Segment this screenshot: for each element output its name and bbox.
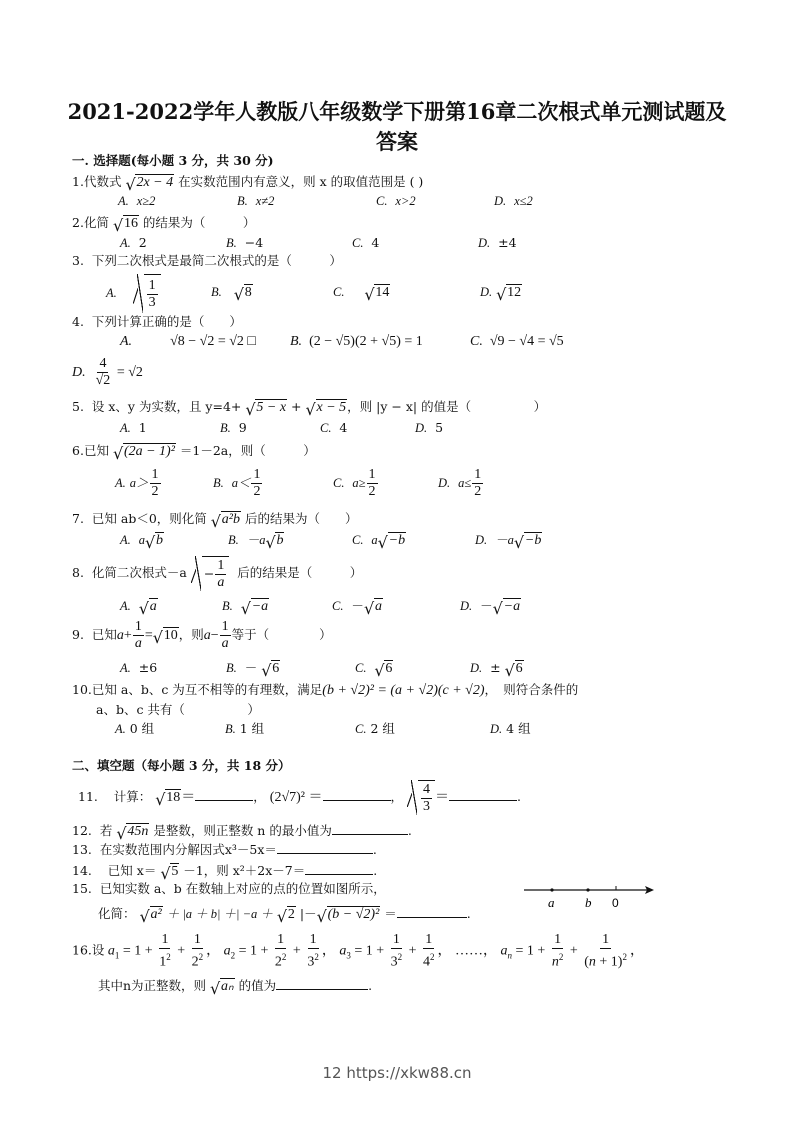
text-fragment: 已知 <box>83 443 109 458</box>
answer-blank[interactable] <box>277 841 373 854</box>
text-fragment: 10. <box>72 682 92 697</box>
q1-option-d <box>494 193 533 209</box>
q9-option-a <box>120 660 157 676</box>
q2-option-c <box>352 235 379 251</box>
question-15 <box>72 881 386 897</box>
text-fragment: 1 <box>138 420 147 435</box>
q6-option-b <box>213 466 263 500</box>
q1-option-c <box>376 193 416 209</box>
text-fragment: (2√7)² ＝ <box>269 790 323 805</box>
page-footer: 12 https://xkw88.cn <box>322 1064 472 1082</box>
answer-blank[interactable] <box>195 788 253 801</box>
text-fragment: C. <box>320 421 332 435</box>
text-fragment: 2 <box>253 484 261 499</box>
text-fragment: 4 <box>371 235 380 250</box>
text-fragment: 已知 a、b、c 为互不相等的有理数，满足 <box>91 682 323 697</box>
q3-option-b <box>211 284 253 301</box>
text-fragment: ±6 <box>138 660 158 675</box>
q5-option-d <box>415 420 443 436</box>
text-fragment: 在实数范围内有意义，则 x 的取值范围是 ( ) <box>178 174 424 189</box>
text-fragment: B. <box>213 476 224 490</box>
text-fragment: √2 <box>95 373 111 389</box>
text-fragment: C. <box>376 194 388 208</box>
text-fragment: a <box>374 599 382 614</box>
text-fragment: x≠2 <box>255 194 275 208</box>
question-7 <box>72 511 357 528</box>
text-fragment: D. <box>415 421 428 435</box>
text-fragment: (b + √2)² = (a + √2)(c + √2) <box>322 683 485 698</box>
text-fragment: −a <box>251 599 269 614</box>
text-fragment: 18 <box>166 790 181 805</box>
text-fragment: 4 <box>339 420 348 435</box>
text-fragment: 2 <box>287 907 295 922</box>
q1-option-b <box>237 193 274 209</box>
text-fragment: 等于（ ） <box>231 627 332 642</box>
q5-option-c <box>320 420 347 436</box>
text-fragment: a <box>134 636 142 651</box>
text-fragment: C. <box>355 661 367 675</box>
text-fragment: 计算： <box>113 789 152 804</box>
text-fragment: (2a − 1)² <box>123 444 175 459</box>
q3-option-a <box>106 274 161 313</box>
text-fragment: x − 5 <box>316 400 347 415</box>
question-10-line2: a、b、c 共有（ ） <box>96 702 260 717</box>
text-fragment: √9 − √4 = √5 <box>489 334 564 349</box>
q8-option-a <box>120 598 158 615</box>
text-fragment: D. <box>438 476 451 490</box>
text-fragment: ＋ |a ＋ b| ＋| −a ＋ <box>166 907 273 921</box>
text-fragment: B. <box>228 533 239 547</box>
text-fragment: + <box>123 628 132 643</box>
question-8: 8. 化简二次根式－a − $\frac{1}{a}$ 后的结果是（ ） <box>72 558 363 590</box>
text-fragment: . <box>373 863 378 878</box>
text-fragment: 1 <box>474 467 482 482</box>
q10-option-a <box>115 721 154 737</box>
text-fragment: aₙ <box>221 979 234 994</box>
q4-option-b <box>290 334 423 350</box>
text-fragment: C. <box>333 476 345 490</box>
text-fragment: ＝ <box>181 790 196 805</box>
text-fragment: ，则 |y − x| 的值是（ ） <box>347 399 547 414</box>
text-fragment: A. <box>106 286 117 300</box>
question-3 <box>72 253 342 269</box>
text-fragment: － <box>351 598 364 613</box>
text-fragment: 5 <box>171 864 179 879</box>
text-fragment: 14. <box>72 863 92 878</box>
text-fragment: B. <box>290 334 303 349</box>
text-fragment: A. <box>120 334 133 349</box>
text-fragment: 已知 x＝ <box>107 863 157 878</box>
text-fragment: 6 <box>272 661 280 676</box>
text-fragment: －a <box>495 533 514 547</box>
question-15-line2 <box>98 905 471 923</box>
text-fragment: A. <box>115 722 126 736</box>
text-fragment: ＝ <box>384 906 397 921</box>
text-fragment: a <box>371 533 378 547</box>
q5-option-b <box>220 420 247 436</box>
text-fragment: 其中n为正整数，则 <box>98 978 207 993</box>
text-fragment: D. <box>470 661 483 675</box>
question-12 <box>72 822 412 840</box>
text-fragment: 4. <box>72 314 84 329</box>
text-fragment: 3 <box>148 295 156 310</box>
text-fragment: 0 <box>612 896 619 910</box>
text-fragment: 5 <box>435 420 444 435</box>
text-fragment: 3. <box>72 253 84 268</box>
text-fragment: a＞ <box>129 476 149 490</box>
text-fragment: ……， <box>455 943 498 959</box>
text-fragment: A. <box>115 476 126 490</box>
text-fragment: 2 <box>151 484 159 499</box>
text-fragment: 的值为 <box>238 978 277 993</box>
text-fragment: −b <box>524 533 542 548</box>
text-fragment: = <box>144 628 153 643</box>
text-fragment: . <box>407 823 412 838</box>
text-fragment: 下列二次根式是最简二次根式的是（ ） <box>91 253 342 268</box>
text-fragment: . <box>466 906 471 921</box>
text-fragment: － <box>244 660 258 675</box>
text-fragment: 1 <box>134 619 142 634</box>
text-fragment: √8 − √2 = √2 □ <box>170 334 256 349</box>
text-fragment: 是整数，则正整数 n 的最小值为 <box>153 823 332 838</box>
doc-title-line2: 答案 <box>376 129 418 154</box>
text-fragment: D. <box>72 365 86 380</box>
q10-option-d <box>490 721 531 737</box>
text-fragment: A. <box>120 236 131 250</box>
text-fragment: 3 <box>422 799 430 814</box>
text-fragment: a <box>138 533 145 547</box>
text-fragment: D. <box>494 194 507 208</box>
q7-option-a <box>120 532 164 549</box>
text-fragment: −a <box>503 599 521 614</box>
text-fragment: x≤2 <box>514 194 533 208</box>
text-fragment: = √2 <box>116 365 143 380</box>
text-fragment: a <box>221 636 229 651</box>
q6-option-c <box>333 466 379 500</box>
text-fragment: 设 <box>91 942 105 958</box>
text-fragment: 10 <box>163 628 178 643</box>
q7-option-d <box>475 532 542 549</box>
section-1-heading: 一. 选择题(每小题 3 分，共 30 分) <box>72 153 274 168</box>
text-fragment: b <box>155 533 163 548</box>
text-fragment: B. <box>237 194 248 208</box>
q7-option-b <box>228 532 284 549</box>
text-fragment: A. <box>120 599 131 613</box>
text-fragment: |－ <box>299 906 317 921</box>
answer-blank[interactable] <box>305 862 373 875</box>
text-fragment: 1. <box>72 174 84 189</box>
question-9 <box>72 618 332 653</box>
text-fragment: + <box>291 399 302 414</box>
text-fragment: 1 <box>221 619 229 634</box>
text-fragment: x>2 <box>395 194 416 208</box>
text-fragment: 1 <box>217 558 225 573</box>
text-fragment: 化简 <box>83 215 109 230</box>
text-fragment: (b − √2)² <box>327 907 380 922</box>
text-fragment: . <box>368 978 373 993</box>
q9-option-b <box>226 660 280 677</box>
text-fragment: 7. <box>72 511 84 526</box>
text-fragment: B. <box>226 236 237 250</box>
text-fragment: 15. <box>72 881 92 896</box>
question-16: 16.设 $a_1 = 1$ + $\frac{1}{1^2}$ + $\frac{1}{2^2}$ ， $a_2 = 1$ + $\frac{1}{2^2}$ + $\frac{1}{3^2}$ ， $a_3 = 1$ + $\frac{1}{3^2}$ + $\frac{1}{4^2}$ ， ……， $a_n = 1$ + $\frac{1}{n^2}$ + $\frac{1}{(n + 1)^2}$ ， <box>72 932 644 970</box>
text-fragment: 12. <box>72 823 92 838</box>
text-fragment: D. <box>490 722 503 736</box>
question-11: 11. 计算： √ 18＝ ， (2√7)² ＝ ， $\frac{4}{3}$ ＝ . <box>78 780 521 815</box>
text-fragment: 2x − 4 <box>136 175 174 190</box>
text-fragment: −b <box>388 533 406 548</box>
text-fragment: D. <box>480 285 493 299</box>
question-16-line2 <box>98 977 372 995</box>
q8-option-b <box>222 598 269 615</box>
text-fragment: 1 <box>253 467 261 482</box>
text-fragment: C. <box>332 599 344 613</box>
text-fragment: 16 <box>123 216 138 231</box>
text-fragment: 8 <box>244 285 252 300</box>
text-fragment: 11. <box>78 789 98 804</box>
text-fragment: 下列计算正确的是（ ） <box>91 314 242 329</box>
text-fragment: B. <box>226 661 237 675</box>
q7-option-c <box>352 532 406 549</box>
text-fragment: ±4 <box>498 235 517 250</box>
text-fragment: D. <box>460 599 473 613</box>
q2-option-a <box>120 235 147 251</box>
text-fragment: 的结果为（ ） <box>142 215 256 230</box>
text-fragment: 已知实数 a、b 在数轴上对应的点的位置如图所示， <box>99 881 386 896</box>
text-fragment: a≥ <box>352 476 366 490</box>
text-fragment: 5. <box>72 399 84 414</box>
text-fragment: ，则 <box>178 627 204 642</box>
text-fragment: b <box>585 895 592 910</box>
text-fragment: 已知 ab＜0，则化简 <box>91 511 207 526</box>
text-fragment: 8. <box>72 565 84 580</box>
q6-option-a <box>115 466 162 500</box>
text-fragment: 化简二次根式－a <box>91 565 187 580</box>
text-fragment: b <box>276 533 284 548</box>
text-fragment: 1 组 <box>239 721 265 736</box>
text-fragment: 0 组 <box>129 721 155 736</box>
text-fragment: B. <box>220 421 231 435</box>
q3-option-d <box>480 284 522 301</box>
answer-blank[interactable] <box>449 788 517 801</box>
text-fragment: ＝1－2a，则（ ） <box>179 443 316 458</box>
text-fragment: D. <box>478 236 491 250</box>
text-fragment: 化简： <box>98 906 136 921</box>
text-fragment: C. <box>352 533 364 547</box>
text-fragment: . <box>516 789 521 804</box>
text-fragment: 4 组 <box>506 721 531 736</box>
q5-option-a <box>120 420 147 436</box>
text-fragment: 2 <box>474 484 482 499</box>
answer-blank[interactable] <box>397 905 467 918</box>
text-fragment: a＜ <box>231 476 251 490</box>
q4-option-a <box>120 334 256 350</box>
text-fragment: a²b <box>221 512 240 527</box>
text-fragment: 14 <box>375 285 390 300</box>
text-fragment: 1 <box>151 467 159 482</box>
text-fragment: . <box>372 842 377 857</box>
text-fragment: 6 <box>515 661 523 676</box>
text-fragment: 设 x、y 为实数，且 y=4+ <box>91 399 242 414</box>
text-fragment: －a <box>246 533 266 547</box>
q8-option-d <box>460 598 521 615</box>
text-fragment: a≤ <box>458 476 472 490</box>
question-1 <box>72 174 423 191</box>
q6-option-d <box>438 466 484 500</box>
text-fragment: 2. <box>72 215 84 230</box>
text-fragment: B. <box>225 722 236 736</box>
question-6 <box>72 443 316 460</box>
text-fragment: 1 <box>368 467 376 482</box>
q4-option-c <box>470 334 564 350</box>
text-fragment: x≥2 <box>136 194 156 208</box>
answer-blank[interactable] <box>276 977 368 990</box>
text-fragment: ＝ <box>434 790 449 805</box>
text-fragment: 2 <box>138 235 147 250</box>
text-fragment: 后的结果是（ ） <box>237 565 363 580</box>
question-5 <box>72 399 546 416</box>
text-fragment: B. <box>222 599 233 613</box>
text-fragment: a² <box>150 907 162 922</box>
question-10 <box>72 682 578 699</box>
q2-option-d <box>478 235 517 251</box>
text-fragment: − <box>210 628 219 643</box>
text-fragment: 13. <box>72 842 92 857</box>
question-4 <box>72 314 242 330</box>
answer-blank[interactable] <box>332 822 408 835</box>
text-fragment: 5 − x <box>256 400 287 415</box>
text-fragment: 代数式 <box>83 174 122 189</box>
text-fragment: 6. <box>72 443 84 458</box>
text-fragment: 9 <box>238 420 247 435</box>
q3-option-c <box>333 284 390 301</box>
text-fragment: 6 <box>385 661 393 676</box>
question-2 <box>72 215 255 232</box>
q9-option-c <box>355 660 393 677</box>
text-fragment: A. <box>120 661 131 675</box>
q4-option-d <box>72 356 143 390</box>
text-fragment: 2 <box>368 484 376 499</box>
question-14 <box>72 862 377 880</box>
text-fragment: 9. <box>72 627 84 642</box>
text-fragment: A. <box>120 533 131 547</box>
text-fragment: a <box>149 599 157 614</box>
text-fragment: 45n <box>127 824 149 839</box>
text-fragment: C. <box>355 722 367 736</box>
text-fragment: 4 <box>99 356 107 372</box>
q1-option-a <box>118 193 155 209</box>
text-fragment: a <box>116 628 124 643</box>
text-fragment: ± <box>490 660 501 675</box>
text-fragment: 2 组 <box>370 721 395 736</box>
text-fragment: － <box>480 598 493 613</box>
text-fragment: a <box>203 628 211 643</box>
q8-option-c <box>332 598 383 615</box>
text-fragment: A. <box>120 421 131 435</box>
text-fragment: a <box>217 575 225 590</box>
text-fragment: B. <box>211 285 222 299</box>
text-fragment: 1 <box>148 278 156 293</box>
text-fragment: －1，则 x²＋2x－7＝ <box>183 863 306 878</box>
text-fragment: a <box>548 895 555 910</box>
text-fragment: D. <box>475 533 488 547</box>
text-fragment: A. <box>118 194 129 208</box>
question-13 <box>72 841 377 858</box>
q10-option-b <box>225 721 264 737</box>
text-fragment: C. <box>333 285 345 299</box>
answer-blank[interactable] <box>323 788 391 801</box>
text-fragment: 16. <box>72 942 92 958</box>
doc-title-line1: 2021-2022学年人教版八年级数学下册第16章二次根式单元测试题及 <box>67 99 727 124</box>
text-fragment: −4 <box>244 235 264 250</box>
section-2-heading: 二、填空题（每小题 3 分，共 18 分） <box>72 758 291 773</box>
number-line-figure <box>524 880 654 920</box>
q2-option-b <box>226 235 263 251</box>
text-fragment: (2 − √5)(2 + √5) = 1 <box>309 334 423 349</box>
text-fragment: 4 <box>422 782 430 797</box>
text-fragment: 在实数范围内分解因式x³－5x＝ <box>99 842 277 857</box>
text-fragment: 若 <box>99 823 113 838</box>
q10-option-c <box>355 721 395 737</box>
text-fragment: 12 <box>507 285 522 300</box>
text-fragment: 后的结果为（ ） <box>244 511 358 526</box>
text-fragment: ， 则符合条件的 <box>484 682 579 697</box>
text-fragment: C. <box>352 236 364 250</box>
q9-option-d <box>470 660 524 677</box>
text-fragment: C. <box>470 334 483 349</box>
text-fragment: 已知 <box>91 627 117 642</box>
